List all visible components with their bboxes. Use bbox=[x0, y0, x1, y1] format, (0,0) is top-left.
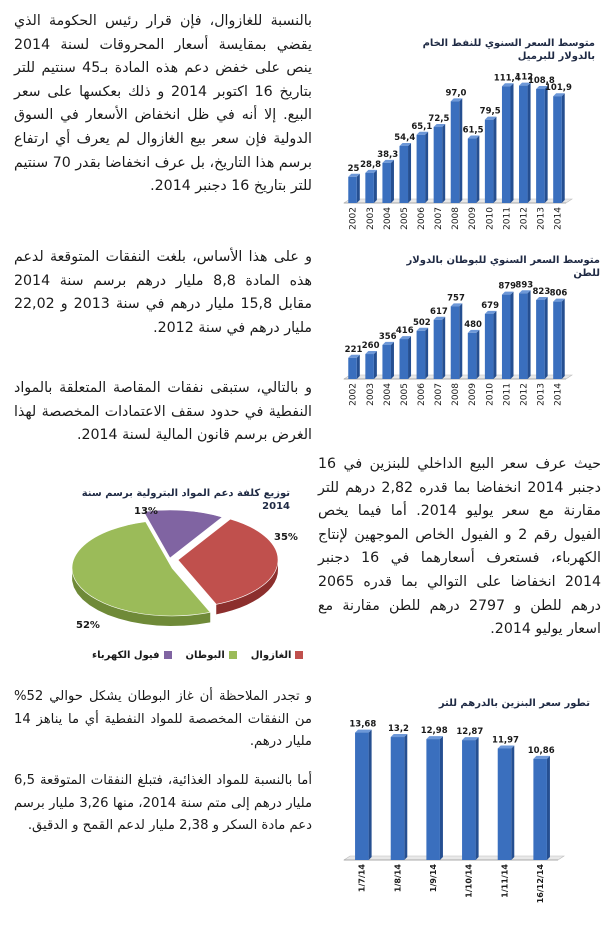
bar-side bbox=[442, 124, 445, 203]
bar-body bbox=[462, 740, 476, 860]
bar-side bbox=[562, 299, 565, 379]
bar-body bbox=[434, 320, 443, 379]
bar-body bbox=[434, 127, 443, 203]
bar-body bbox=[553, 96, 562, 203]
data-label: 12,98 bbox=[420, 726, 448, 737]
bar-2007 bbox=[434, 124, 446, 203]
data-label: 617 bbox=[430, 306, 448, 317]
bar-body bbox=[348, 177, 357, 203]
bar-body bbox=[400, 339, 409, 379]
data-label: 54,4 bbox=[394, 132, 416, 143]
bar-2008 bbox=[451, 98, 463, 203]
bar-2003 bbox=[365, 351, 377, 379]
data-label: 823 bbox=[532, 286, 551, 297]
bar-2007 bbox=[434, 317, 446, 379]
pie-legend bbox=[92, 650, 303, 661]
data-label: 13,2 bbox=[388, 724, 409, 735]
bar-2013 bbox=[536, 297, 548, 379]
bar-side bbox=[545, 86, 548, 203]
x-tick-label: 2002 bbox=[348, 383, 359, 406]
data-label: 416 bbox=[395, 326, 414, 337]
pie-label-2: 52% bbox=[76, 620, 100, 631]
bar-1/11/14 bbox=[498, 745, 515, 860]
bar-1/7/14 bbox=[355, 730, 372, 860]
bar-body bbox=[485, 314, 494, 379]
bar-2005 bbox=[400, 143, 412, 203]
paragraph-diesel: بالنسبة للغازوال، فإن قرار رئيس الحكومة الذي يقضي بمقايسة أسعار المحروقات لسنة 2014 ينص على خفض دعم هذه المادة بـ45 سنتيم للتر بتاريخ 16 اكتوبر 2014 و ذلك بعكسها على سعر البيع. إلا أنه في ظل انخفاض الأسعار في السوق الدولية فإن سعر بيع الغازوال لم يعرف أي ارتفاع برسم هذا التاريخ، بل عرف انخفاضا بقدر 70 سنتيم للتر بتاريخ 16 دجنبر 2014. bbox=[14, 13, 312, 195]
bar-body bbox=[417, 331, 426, 379]
paragraph-compensation-ceiling: و بالتالي، ستبقى نفقات المقاصة المتعلقة بالمواد النفطية في حدود سقف الاعتمادات المخصصة لهذا الغرض برسم قانون المالية لسنة 2014. bbox=[14, 380, 312, 444]
legend-item-diesel bbox=[251, 650, 304, 661]
bar-side bbox=[391, 342, 394, 379]
bar-2011 bbox=[502, 83, 514, 203]
chart-butane bbox=[338, 275, 578, 415]
bar-body bbox=[382, 345, 391, 379]
legend-label-diesel: الغازوال bbox=[250, 650, 292, 661]
x-tick-label: 2005 bbox=[399, 207, 410, 230]
bar-side bbox=[476, 330, 479, 379]
chart-subsidy-pie bbox=[62, 500, 298, 660]
bar-side bbox=[425, 328, 428, 379]
bar-1/8/14 bbox=[391, 734, 408, 860]
pie-label-1: 35% bbox=[274, 532, 298, 543]
paragraph-diesel-expenses: و على هذا الأساس، بلغت النفقات المتوقعة لدعم هذه المادة 8,8 مليار درهم برسم سنة 2014 مقابل 15,8 مليار درهم في سنة 2013 و 22,02 مليار درهم في سنة 2012. bbox=[14, 249, 312, 336]
bar-body bbox=[365, 173, 374, 203]
bar-body bbox=[426, 739, 440, 860]
x-tick-label: 2003 bbox=[365, 207, 376, 230]
chart-crude-oil bbox=[338, 60, 578, 245]
data-label: 79,5 bbox=[479, 106, 501, 117]
data-label: 111,4 bbox=[493, 73, 521, 84]
bar-1/10/14 bbox=[462, 737, 479, 860]
bar-2006 bbox=[417, 132, 429, 203]
bar-side bbox=[357, 355, 360, 379]
data-label: 11,97 bbox=[492, 735, 519, 746]
bar-2006 bbox=[417, 328, 429, 379]
data-label: 101,9 bbox=[545, 83, 572, 94]
x-tick-label: 2013 bbox=[536, 207, 547, 230]
x-tick-label: 2008 bbox=[451, 207, 462, 230]
bar-2012 bbox=[519, 290, 531, 379]
bar-body bbox=[355, 733, 369, 860]
bar-body bbox=[451, 101, 460, 203]
data-label: 893 bbox=[515, 280, 534, 291]
bar-2004 bbox=[382, 342, 394, 379]
x-tick-label: 1/9/14 bbox=[428, 864, 438, 893]
x-tick-label: 2007 bbox=[434, 207, 445, 230]
legend-item-fuel bbox=[92, 650, 172, 661]
bar-body bbox=[365, 354, 374, 379]
bar-side bbox=[493, 117, 496, 203]
bar-2013 bbox=[536, 86, 548, 203]
bar-2002 bbox=[348, 174, 360, 203]
bar-body bbox=[382, 163, 391, 203]
data-label: 806 bbox=[549, 288, 568, 299]
bar-side bbox=[357, 174, 360, 203]
bar-side bbox=[391, 160, 394, 203]
chart-title-butane: متوسط السعر السنوي للبوطان بالدولار للطن bbox=[406, 255, 600, 279]
bar-2004 bbox=[382, 160, 394, 203]
bar-side bbox=[459, 98, 462, 203]
data-label: 356 bbox=[378, 331, 397, 342]
data-label: 61,5 bbox=[462, 125, 484, 136]
bar-side bbox=[440, 736, 443, 860]
data-label: 13,68 bbox=[349, 719, 377, 730]
x-tick-label: 16/12/14 bbox=[535, 864, 545, 904]
bar-side bbox=[511, 292, 514, 379]
data-label: 757 bbox=[447, 293, 465, 304]
data-label: 97,0 bbox=[445, 88, 467, 99]
bar-2005 bbox=[400, 336, 412, 379]
x-tick-label: 2009 bbox=[468, 207, 479, 230]
bar-2010 bbox=[485, 117, 497, 203]
data-label: 72,5 bbox=[428, 114, 450, 125]
bar-2010 bbox=[485, 311, 497, 379]
data-label: 260 bbox=[361, 341, 380, 352]
bar-2012 bbox=[519, 83, 531, 203]
bar-2011 bbox=[502, 292, 514, 379]
bar-body bbox=[536, 89, 545, 203]
data-label: 221 bbox=[344, 344, 363, 355]
bar-body bbox=[536, 300, 545, 379]
bar-body bbox=[400, 146, 409, 203]
bar-side bbox=[476, 737, 479, 860]
bar-body bbox=[553, 302, 562, 379]
bar-body bbox=[348, 358, 357, 379]
bar-side bbox=[374, 170, 377, 203]
bar-side bbox=[459, 303, 462, 379]
bar-side bbox=[511, 745, 514, 860]
x-tick-label: 2003 bbox=[365, 383, 376, 406]
x-tick-label: 1/8/14 bbox=[393, 864, 403, 893]
bar-body bbox=[417, 135, 426, 203]
pie-label-3: 13% bbox=[134, 506, 158, 517]
bar-body bbox=[451, 306, 460, 379]
x-tick-label: 2010 bbox=[485, 207, 496, 230]
paragraph-butane-share: و تجدر الملاحظة أن غاز البوطان يشكل حوالي 52% من النفقات المخصصة للمواد النفطية أي ما يناهز 14 مليار درهم. bbox=[14, 689, 312, 749]
x-tick-label: 2006 bbox=[416, 207, 427, 230]
bar-body bbox=[502, 86, 511, 203]
bar-side bbox=[528, 83, 531, 203]
data-label: 108,8 bbox=[527, 75, 555, 86]
x-tick-label: 2005 bbox=[399, 383, 410, 406]
x-tick-label: 2008 bbox=[451, 383, 462, 406]
data-label: 25 bbox=[347, 163, 360, 174]
data-label: 28,8 bbox=[360, 159, 382, 170]
bar-2009 bbox=[468, 330, 480, 379]
bar-2003 bbox=[365, 170, 377, 203]
legend-item-butane bbox=[186, 650, 237, 661]
bar-side bbox=[528, 290, 531, 379]
bar-side bbox=[408, 143, 411, 203]
bar-body bbox=[468, 333, 477, 379]
x-tick-label: 2012 bbox=[519, 207, 530, 230]
x-tick-label: 2014 bbox=[553, 383, 564, 406]
bar-body bbox=[485, 120, 494, 203]
data-label: 679 bbox=[481, 300, 500, 311]
chart-title-subsidy-distribution: توزيع كلفة دعم المواد البترولية برسم سنة 2014 bbox=[81, 488, 290, 512]
x-tick-label: 2006 bbox=[416, 383, 427, 406]
bar-side bbox=[408, 336, 411, 379]
data-label: 38,3 bbox=[377, 149, 399, 160]
bar-body bbox=[519, 86, 528, 203]
data-label: 502 bbox=[412, 317, 431, 328]
bar-body bbox=[391, 737, 405, 860]
bar-body bbox=[502, 295, 511, 379]
data-label: 10,86 bbox=[527, 745, 555, 756]
bar-2014 bbox=[553, 93, 565, 203]
bar-side bbox=[545, 297, 548, 379]
x-tick-label: 1/11/14 bbox=[500, 864, 510, 898]
chart-title-gasoline: تطور سعر البنزين بالدرهم للتر bbox=[438, 698, 590, 709]
x-tick-label: 2014 bbox=[553, 207, 564, 230]
bar-2008 bbox=[451, 303, 463, 379]
chart-gasoline-price bbox=[330, 712, 580, 912]
x-tick-label: 2007 bbox=[434, 383, 445, 406]
legend-label-fuel: فيول الكهرباء bbox=[92, 650, 160, 661]
x-tick-label: 2010 bbox=[485, 383, 496, 406]
bar-16/12/14 bbox=[533, 756, 550, 860]
paragraph-food-products: أما بالنسبة للمواد الغذائية، فتبلغ النفقات المتوقعة 6,5 مليار درهم إلى متم سنة 2014، منها 3,26 مليار برسم دعم مادة السكر و 2,38 مليار لدعم القمح و الدقيق. bbox=[14, 773, 313, 833]
paragraph-gasoline-fuel: حيث عرف سعر البيع الداخلي للبنزين في 16 دجنبر 2014 انخفاضا بما قدره 2,82 درهم للتر مقارنة مع سعر يوليو 2014. أما فيما يخص الفيول رقم 2 و الفيول الخاص الموجهين لإنتاج الكهرباء، فستعرف أسعارهما في 16 دجنبر 2014 انخفاضا على التوالي بما قدره 2065 درهم للطن و 2797 درهم للطن مقارنة مع اسعار يوليو 2014. bbox=[318, 456, 602, 638]
bar-side bbox=[547, 756, 550, 860]
bar-side bbox=[493, 311, 496, 379]
x-tick-label: 2004 bbox=[382, 383, 393, 406]
bar-1/9/14 bbox=[426, 736, 443, 860]
x-tick-label: 1/10/14 bbox=[464, 864, 474, 898]
x-tick-label: 2011 bbox=[502, 207, 513, 230]
data-label: 12,87 bbox=[456, 727, 484, 738]
bar-2009 bbox=[468, 136, 480, 203]
data-label: 112 bbox=[515, 72, 534, 83]
x-tick-label: 2009 bbox=[468, 383, 479, 406]
x-tick-label: 1/7/14 bbox=[357, 864, 367, 893]
bar-side bbox=[562, 93, 565, 203]
bar-side bbox=[442, 317, 445, 379]
bar-side bbox=[374, 351, 377, 379]
data-label: 65,1 bbox=[411, 121, 433, 132]
data-label: 480 bbox=[464, 319, 482, 330]
x-tick-label: 2002 bbox=[348, 207, 359, 230]
x-tick-label: 2004 bbox=[382, 207, 393, 230]
bar-2014 bbox=[553, 299, 565, 379]
chart-floor bbox=[344, 856, 564, 860]
chart-title-crude-oil: متوسط السعر السنوي للنفط الخام بالدولار للبرميل bbox=[422, 38, 595, 62]
bar-body bbox=[519, 293, 528, 379]
x-tick-label: 2011 bbox=[502, 383, 513, 406]
bar-body bbox=[533, 759, 547, 860]
bar-side bbox=[369, 730, 372, 860]
bar-side bbox=[476, 136, 479, 203]
bar-side bbox=[404, 734, 407, 860]
legend-label-butane: البوطان bbox=[185, 650, 225, 661]
data-label: 879 bbox=[498, 281, 517, 292]
bar-body bbox=[498, 748, 512, 860]
x-tick-label: 2013 bbox=[536, 383, 547, 406]
bar-side bbox=[511, 83, 514, 203]
bar-2002 bbox=[348, 355, 360, 379]
bar-side bbox=[425, 132, 428, 203]
bar-body bbox=[468, 139, 477, 203]
x-tick-label: 2012 bbox=[519, 383, 530, 406]
